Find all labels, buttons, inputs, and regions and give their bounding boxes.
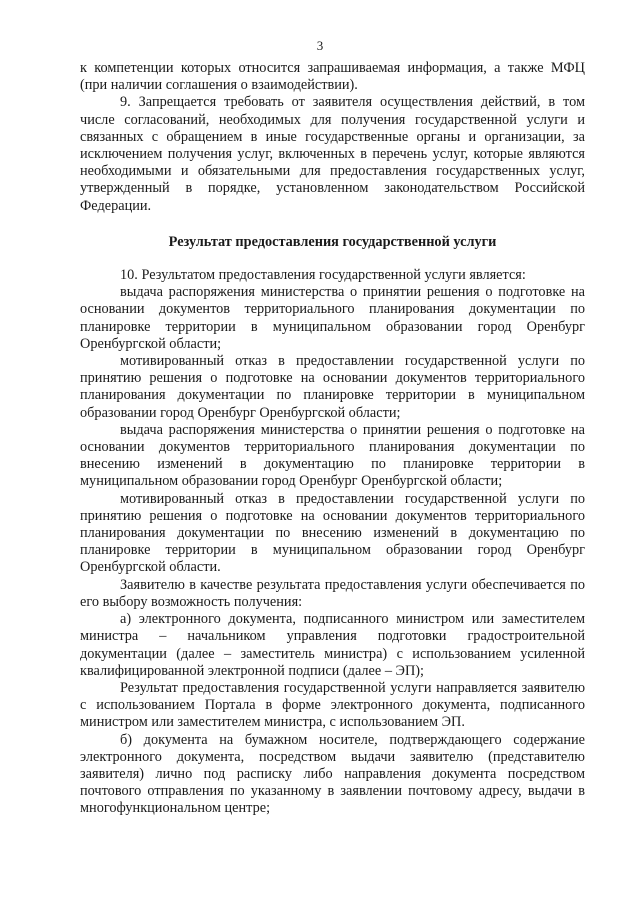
paragraph-item-9: 9. Запрещается требовать от заявителя осуществления действий, в том числе согласований, необходимых для получения государственной услуги и связанных с обращением в иные государственные органы и организации, за исключением получения услуг, включенных в перечень услуг, которые являются необходимыми и обязательными для предоставления государственных услуг, утвержденный в порядке, установленном законодательством Российской Федерации.: [80, 94, 585, 214]
paragraph: выдача распоряжения министерства о принятии решения о подготовке на основании документов территориального планирования документации по планировке территории в муниципальном образовании город Оренбург Оренбургской области;: [80, 284, 585, 352]
paragraph: Результат предоставления государственной услуги направляется заявителю с использованием Портала в форме электронного документа, подписанного министром или заместителем министра, с использованием ЭП.: [80, 679, 585, 731]
paragraph-item-10: 10. Результатом предоставления государственной услуги является:: [120, 267, 526, 284]
paragraph: выдача распоряжения министерства о принятии решения о подготовке на основании документов территориального планирования документации по внесению изменений в документацию по планировке территории в муниципальном образовании город Оренбург Оренбургской области;: [80, 421, 585, 490]
page-number: 3: [316, 38, 324, 53]
document-body: [80, 60, 585, 818]
paragraph: к компетенции которых относится запрашиваемая информация, а также МФЦ (при наличии соглашения о взаимодействии).: [80, 60, 585, 94]
paragraph: мотивированный отказ в предоставлении государственной услуги по принятию решения о подготовке на основании документов территориального планирования документации по планировке территории в муниципальном образовании город Оренбург Оренбургской области;: [80, 353, 585, 421]
section-heading: Результат предоставления государственной услуги: [168, 233, 497, 250]
paragraph-subitem-a: а) электронного документа, подписанного министром или заместителем министра – начальником управления подготовки градостроительной документации (далее – заместитель министра) с использованием усиленной квалифицированной электронной подписи (далее – ЭП);: [80, 611, 585, 679]
paragraph: мотивированный отказ в предоставлении государственной услуги по принятию решения о подготовке на основании документов территориального планирования документации по внесению изменений в документацию по планировке территории в муниципальном образовании город Оренбург Оренбургской области.: [80, 490, 585, 576]
paragraph-subitem-b: б) документа на бумажном носителе, подтверждающего содержание электронного документа, посредством выдачи заявителю (представителю заявителя) лично под расписку либо направления документа посредством почтового отправления по указанному в заявлении почтовому адресу, выдачи в многофункциональном центре;: [80, 731, 585, 817]
paragraph: Заявителю в качестве результата предоставления услуги обеспечивается по его выбору возможность получения:: [80, 576, 585, 610]
